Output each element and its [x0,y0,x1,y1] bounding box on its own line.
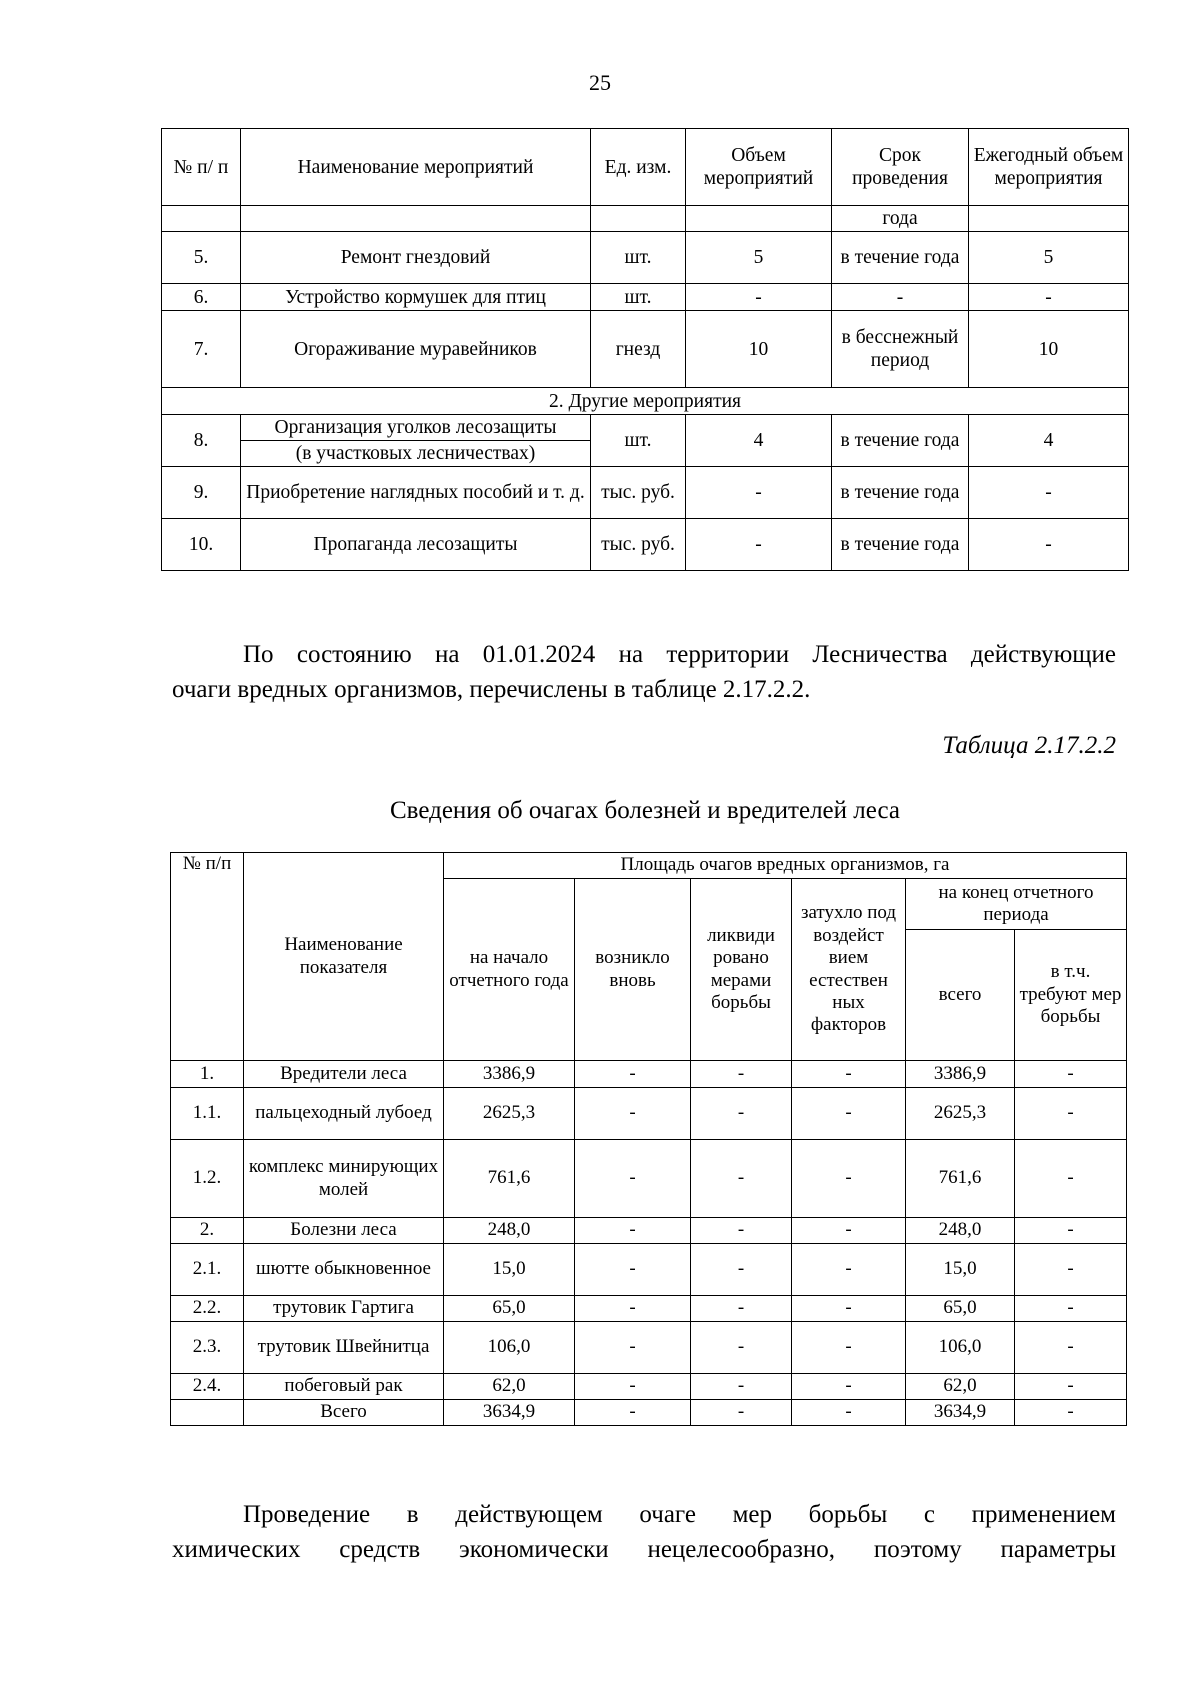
row-liquidated: - [691,1296,792,1322]
row-term: в течение года [832,415,969,467]
row-term: в течение года [832,467,969,519]
table-title: Сведения об очагах болезней и вредителей леса [390,797,900,824]
header-end: на конец отчетного периода [906,879,1127,930]
table-row [162,206,1129,232]
table-row [171,1374,1127,1400]
row-liquidated: - [691,1400,792,1426]
measures-table [161,128,1129,571]
table-row [171,1061,1127,1088]
row-need: - [1015,1322,1127,1374]
row-term: в течение года [832,519,969,571]
row-unit: шт. [591,415,686,467]
row-new: - [575,1218,691,1244]
row-volume: 4 [686,415,832,467]
row-start: 3634,9 [444,1400,575,1426]
table-row [171,1400,1127,1426]
header-liquidated: ликвиди ровано мерами борьбы [691,879,792,1061]
table-row [162,467,1129,519]
row-unit: гнезд [591,311,686,388]
row-name: Пропаганда лесозащиты [241,519,591,571]
row-num: 8. [162,415,241,467]
header-volume: Объем мероприятий [686,129,832,206]
row-volume: 5 [686,232,832,284]
row-num: 6. [162,284,241,311]
header-start: на начало отчетного года [444,879,575,1061]
table-row [162,415,1129,441]
row-name: трутовик Гартига [244,1296,444,1322]
row-unit: тыс. руб. [591,519,686,571]
row-need: - [1015,1374,1127,1400]
table-row [171,1088,1127,1140]
header-total: всего [906,930,1015,1061]
row-name: Организация уголков лесозащиты [241,415,591,441]
paragraph-2 [172,1498,1116,1567]
row-start: 15,0 [444,1244,575,1296]
paragraph-line: По состоянию на 01.01.2024 на территории Лесничества действующие [243,641,1116,668]
row-faded: - [792,1400,906,1426]
row-need: - [1015,1296,1127,1322]
row-total: 761,6 [906,1140,1015,1218]
row-name: Вредители леса [244,1061,444,1088]
row-name-continued: (в участковых лесничествах) [241,441,591,467]
row-faded: - [792,1374,906,1400]
header-need: в т.ч. требуют мер борьбы [1015,930,1127,1061]
row-num: 7. [162,311,241,388]
row-annual: - [969,284,1129,311]
row-start: 761,6 [444,1140,575,1218]
pest-foci-table [170,852,1127,1426]
row-num: 1.2. [171,1140,244,1218]
row-annual: 5 [969,232,1129,284]
row-volume: 10 [686,311,832,388]
row-volume: - [686,519,832,571]
row-total: 65,0 [906,1296,1015,1322]
row-name: побеговый рак [244,1374,444,1400]
row-liquidated: - [691,1061,792,1088]
row-liquidated: - [691,1322,792,1374]
row-num [171,1400,244,1426]
row-start: 248,0 [444,1218,575,1244]
row-start: 106,0 [444,1322,575,1374]
row-num: 2.2. [171,1296,244,1322]
row-faded: - [792,1322,906,1374]
header-term: Срок проведения [832,129,969,206]
row-name: Приобретение наглядных пособий и т. д. [241,467,591,519]
row-total: 2625,3 [906,1088,1015,1140]
row-need: - [1015,1140,1127,1218]
row-unit: шт. [591,284,686,311]
row-faded: - [792,1244,906,1296]
row-total: 62,0 [906,1374,1015,1400]
table-row [162,284,1129,311]
row-total: 106,0 [906,1322,1015,1374]
row-name: Всего [244,1400,444,1426]
row-start: 65,0 [444,1296,575,1322]
table-row [162,232,1129,284]
row-term: в течение года [832,232,969,284]
row-num: 2.1. [171,1244,244,1296]
row-name: Устройство кормушек для птиц [241,284,591,311]
row-liquidated: - [691,1088,792,1140]
measures-header-row [162,129,1129,206]
row-start: 62,0 [444,1374,575,1400]
row-faded: - [792,1218,906,1244]
paragraph-line: очаги вредных организмов, перечислены в таблице 2.17.2.2. [172,675,811,703]
page-number: 25 [589,70,611,95]
header-faded: затухло под воздейст вием естествен ных факторов [792,879,906,1061]
paragraph-line: Проведение в действующем очаге мер борьбы с применением [243,1501,1116,1528]
row-faded: - [792,1061,906,1088]
table-row [171,1322,1127,1374]
table-row [162,311,1129,388]
row-volume: - [686,467,832,519]
header-name: Наименование показателя [244,853,444,1061]
paragraph-1 [172,638,1116,707]
row-liquidated: - [691,1140,792,1218]
header-num: № п/ п [162,129,241,206]
row-unit: тыс. руб. [591,467,686,519]
table-row [162,519,1129,571]
table-row [171,1140,1127,1218]
header-annual: Ежегодный объем мероприятия [969,129,1129,206]
row-start: 3386,9 [444,1061,575,1088]
header-num: № п/п [171,853,244,1061]
term-cell: года [832,206,969,232]
row-need: - [1015,1244,1127,1296]
pest-header-row [171,853,1127,879]
row-total: 3386,9 [906,1061,1015,1088]
row-term: - [832,284,969,311]
row-faded: - [792,1088,906,1140]
table-label: Таблица 2.17.2.2 [942,732,1116,759]
row-num: 5. [162,232,241,284]
row-annual: 10 [969,311,1129,388]
section-title: 2. Другие мероприятия [162,388,1129,415]
row-volume: - [686,284,832,311]
row-name: Огораживание муравейников [241,311,591,388]
row-new: - [575,1244,691,1296]
row-new: - [575,1322,691,1374]
row-annual: 4 [969,415,1129,467]
row-new: - [575,1061,691,1088]
section-row [162,388,1129,415]
row-new: - [575,1140,691,1218]
row-total: 3634,9 [906,1400,1015,1426]
row-num: 2.3. [171,1322,244,1374]
row-need: - [1015,1061,1127,1088]
row-num: 2. [171,1218,244,1244]
row-need: - [1015,1088,1127,1140]
row-unit: шт. [591,232,686,284]
row-name: трутовик Швейнитца [244,1322,444,1374]
row-num: 2.4. [171,1374,244,1400]
row-liquidated: - [691,1374,792,1400]
row-new: - [575,1296,691,1322]
row-liquidated: - [691,1218,792,1244]
row-name: Болезни леса [244,1218,444,1244]
row-name: Ремонт гнездовий [241,232,591,284]
row-faded: - [792,1140,906,1218]
row-annual: - [969,467,1129,519]
row-term: в бесснежный период [832,311,969,388]
row-annual: - [969,519,1129,571]
row-name: шютте обыкновенное [244,1244,444,1296]
header-unit: Ед. изм. [591,129,686,206]
table-row [171,1218,1127,1244]
row-num: 10. [162,519,241,571]
row-num: 1.1. [171,1088,244,1140]
row-num: 1. [171,1061,244,1088]
table-row [171,1244,1127,1296]
header-new: возникло вновь [575,879,691,1061]
row-name: комплекс минирующих молей [244,1140,444,1218]
row-start: 2625,3 [444,1088,575,1140]
paragraph-line: химических средств экономически нецелесообразно, поэтому параметры [172,1535,1116,1563]
row-need: - [1015,1218,1127,1244]
row-num: 9. [162,467,241,519]
row-new: - [575,1374,691,1400]
row-total: 248,0 [906,1218,1015,1244]
header-area: Площадь очагов вредных организмов, га [444,853,1127,879]
row-need: - [1015,1400,1127,1426]
row-liquidated: - [691,1244,792,1296]
row-new: - [575,1088,691,1140]
row-new: - [575,1400,691,1426]
row-total: 15,0 [906,1244,1015,1296]
table-row [171,1296,1127,1322]
header-name: Наименование мероприятий [241,129,591,206]
row-name: пальцеходный лубоед [244,1088,444,1140]
row-faded: - [792,1296,906,1322]
